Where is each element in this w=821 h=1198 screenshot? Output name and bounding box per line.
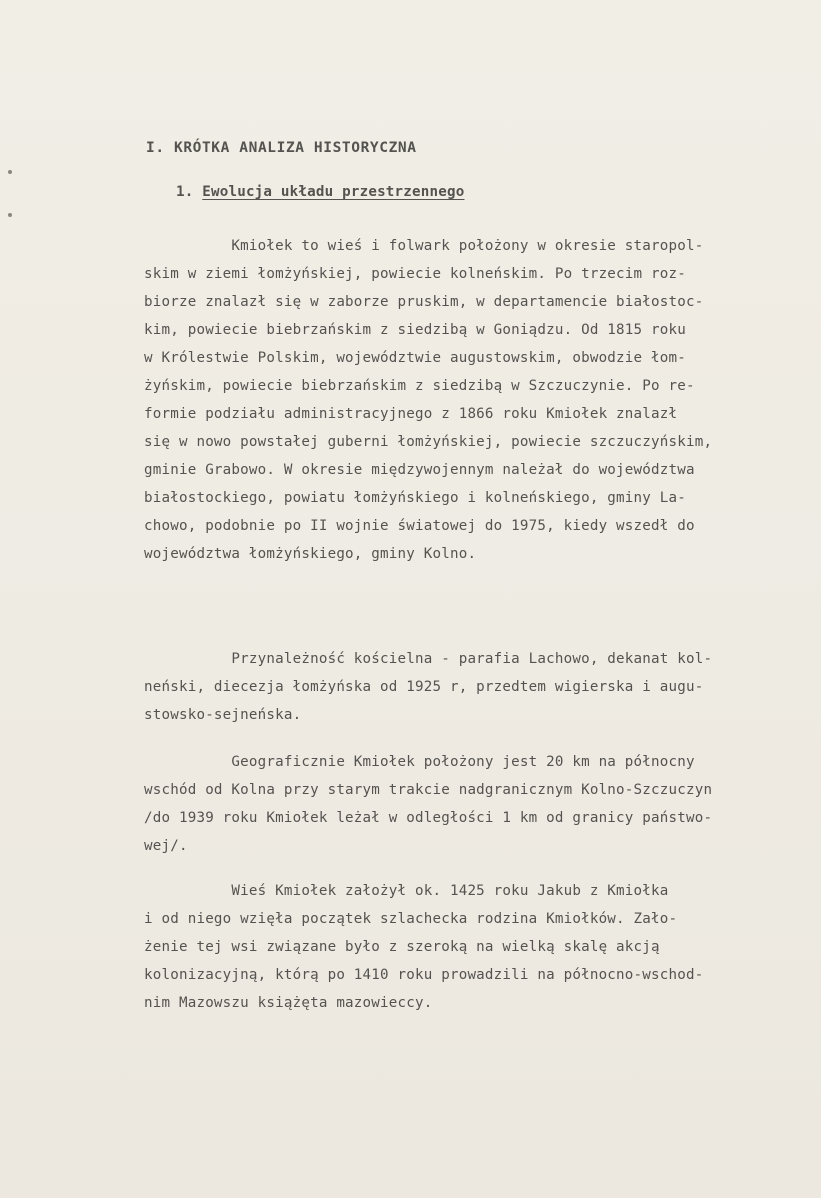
text-line: kolonizacyjną, którą po 1410 roku prowadzili na północno-wschod- — [144, 967, 704, 983]
subsection-heading — [176, 184, 464, 200]
paragraph-3 — [144, 748, 784, 860]
text-line: się w nowo powstałej guberni łomżyńskiej, powiecie szczuczyńskim, — [144, 434, 713, 450]
text-line: wej/. — [144, 838, 188, 854]
text-line: kim, powiecie biebrzańskim z siedzibą w Goniądzu. Od 1815 roku — [144, 322, 686, 338]
text-line: stowsko-sejneńska. — [144, 707, 302, 723]
text-line: chowo, podobnie po II wojnie światowej do 1975, kiedy wszedł do — [144, 518, 695, 534]
text-line: Geograficznie Kmiołek położony jest 20 km na północny — [144, 754, 695, 770]
text-line: żenie tej wsi związane było z szeroką na wielką skalę akcją — [144, 939, 660, 955]
text-line: w Królestwie Polskim, województwie augustowskim, obwodzie łom- — [144, 350, 686, 366]
text-line: Kmiołek to wieś i folwark położony w okresie staropol- — [144, 238, 704, 254]
text-line: wschód od Kolna przy starym trakcie nadgranicznym Kolno-Szczuczyn — [144, 782, 713, 798]
margin-mark — [8, 213, 12, 217]
text-line: i od niego wzięła początek szlachecka rodzina Kmiołków. Zało- — [144, 911, 678, 927]
text-line: formie podziału administracyjnego z 1866 roku Kmiołek znalazł — [144, 406, 678, 422]
subsection-number: 1. — [176, 184, 194, 200]
text-line: województwa łomżyńskiego, gminy Kolno. — [144, 546, 477, 562]
text-line: białostockiego, powiatu łomżyńskiego i kolneńskiego, gminy La- — [144, 490, 686, 506]
section-heading: I. KRÓTKA ANALIZA HISTORYCZNA — [146, 140, 417, 156]
text-line: Wieś Kmiołek założył ok. 1425 roku Jakub z Kmiołka — [144, 883, 669, 899]
text-line: żyńskim, powiecie biebrzańskim z siedzibą w Szczuczynie. Po re- — [144, 378, 695, 394]
text-line: gminie Grabowo. W okresie międzywojennym należał do województwa — [144, 462, 695, 478]
margin-mark — [8, 170, 12, 174]
text-line: /do 1939 roku Kmiołek leżał w odległości 1 km od granicy państwo- — [144, 810, 713, 826]
subsection-title: Ewolucja układu przestrzennego — [202, 184, 465, 200]
text-line: nim Mazowszu książęta mazowieccy. — [144, 995, 433, 1011]
paragraph-4 — [144, 877, 784, 1017]
text-line: skim w ziemi łomżyńskiej, powiecie kolneńskim. Po trzecim roz- — [144, 266, 686, 282]
paragraph-2 — [144, 645, 784, 729]
text-line: biorze znalazł się w zaborze pruskim, w departamencie białostoc- — [144, 294, 704, 310]
text-line: neński, diecezja łomżyńska od 1925 r, przedtem wigierska i augu- — [144, 679, 704, 695]
paragraph-1 — [144, 232, 784, 568]
text-line: Przynależność kościelna - parafia Lachowo, dekanat kol- — [144, 651, 713, 667]
